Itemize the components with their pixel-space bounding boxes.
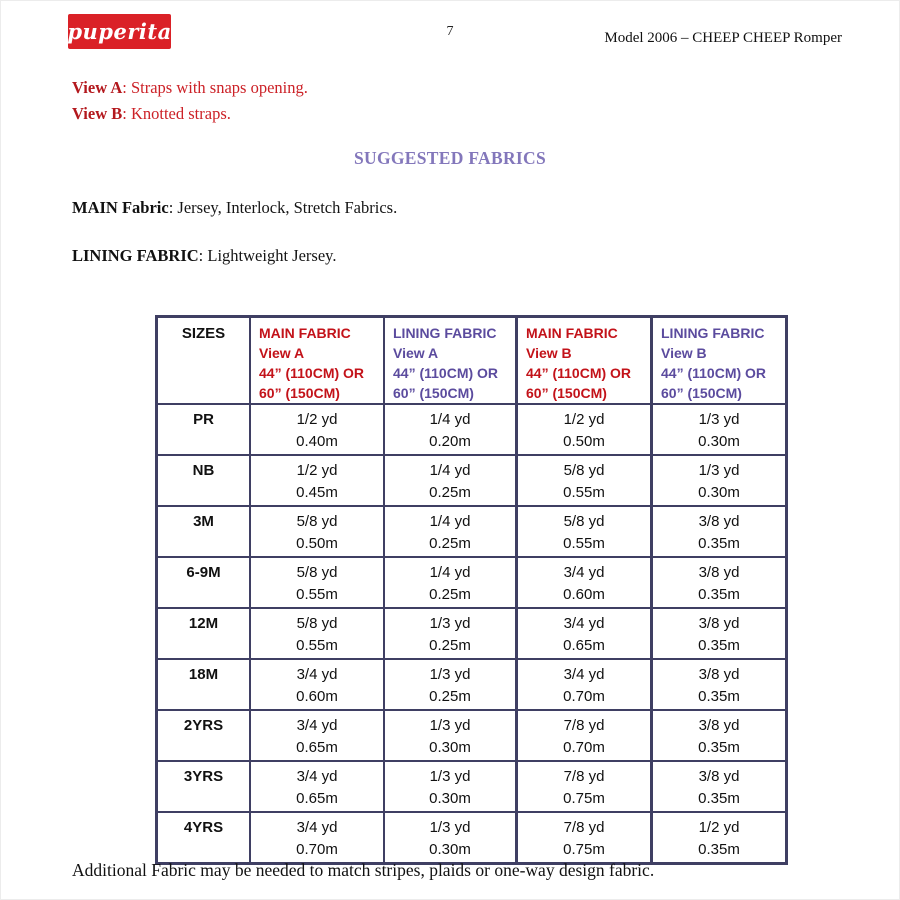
yards-value: 3/8 yd xyxy=(698,564,740,581)
yards-value: 7/8 yd xyxy=(563,768,605,785)
yardage-cell xyxy=(250,557,384,608)
yardage-cell xyxy=(652,455,787,506)
yardage-cell xyxy=(250,710,384,761)
section-title: SUGGESTED FABRICS xyxy=(354,148,546,168)
size-label: 3YRS xyxy=(157,761,251,812)
yardage-cell xyxy=(384,455,517,506)
yardage-cell xyxy=(652,506,787,557)
view-b-line xyxy=(72,101,308,127)
yards-value: 3/8 yd xyxy=(698,513,740,530)
column-header-line: LINING FABRIC xyxy=(393,325,497,341)
meters-value: 0.30m xyxy=(698,433,740,450)
yards-value: 1/3 yd xyxy=(429,615,471,632)
table-row xyxy=(157,659,787,710)
meters-value: 0.25m xyxy=(429,586,471,603)
yardage-cell xyxy=(517,710,652,761)
yardage-cell xyxy=(652,557,787,608)
yardage-cell xyxy=(517,608,652,659)
yardage-cell xyxy=(384,557,517,608)
size-label: 4YRS xyxy=(157,812,251,864)
yards-value: 3/4 yd xyxy=(296,768,338,785)
view-a-label: View A xyxy=(72,78,123,97)
yardage-cell xyxy=(384,659,517,710)
column-header-line: LINING FABRIC xyxy=(661,325,765,341)
meters-value: 0.35m xyxy=(698,535,740,552)
yardage-cell xyxy=(250,812,384,864)
yardage-cell xyxy=(384,506,517,557)
yards-value: 1/2 yd xyxy=(296,462,338,479)
size-label: 6-9M xyxy=(157,557,251,608)
yardage-cell xyxy=(384,608,517,659)
yardage-cell xyxy=(384,812,517,864)
yardage-cell xyxy=(250,506,384,557)
meters-value: 0.70m xyxy=(296,841,338,858)
yards-value: 5/8 yd xyxy=(296,513,338,530)
size-label: 3M xyxy=(157,506,251,557)
yards-value: 5/8 yd xyxy=(296,615,338,632)
view-descriptions xyxy=(72,75,308,126)
yardage-cell xyxy=(250,404,384,455)
yards-value: 3/8 yd xyxy=(698,615,740,632)
meters-value: 0.60m xyxy=(296,688,338,705)
yards-value: 1/3 yd xyxy=(429,768,471,785)
meters-value: 0.35m xyxy=(698,841,740,858)
yardage-cell xyxy=(384,761,517,812)
column-header-line: 44” (110CM) OR xyxy=(393,365,499,381)
yardage-cell xyxy=(652,812,787,864)
yardage-cell xyxy=(250,455,384,506)
yards-value: 5/8 yd xyxy=(563,462,605,479)
yards-value: 3/4 yd xyxy=(563,666,605,683)
column-header-line: 44” (110CM) OR xyxy=(259,365,365,381)
meters-value: 0.35m xyxy=(698,790,740,807)
table-row xyxy=(157,608,787,659)
table-row xyxy=(157,710,787,761)
yardage-cell xyxy=(652,761,787,812)
table-row xyxy=(157,812,787,864)
column-header-line: 60” (150CM) xyxy=(259,385,340,401)
table-body xyxy=(157,404,787,864)
yardage-cell xyxy=(517,506,652,557)
yardage-cell xyxy=(652,659,787,710)
column-header-main-fabric-view-a xyxy=(250,317,384,405)
main-fabric-label: MAIN Fabric xyxy=(72,198,169,217)
table-row xyxy=(157,404,787,455)
yards-value: 3/8 yd xyxy=(698,717,740,734)
document-title: Model 2006 – CHEEP CHEEP Romper xyxy=(604,30,842,46)
lining-fabric-note xyxy=(72,246,336,266)
column-header-line: 60” (150CM) xyxy=(526,385,607,401)
meters-value: 0.25m xyxy=(429,688,471,705)
column-header-line: 60” (150CM) xyxy=(393,385,474,401)
yardage-cell xyxy=(652,404,787,455)
meters-value: 0.55m xyxy=(296,637,338,654)
table-row xyxy=(157,761,787,812)
column-header-line: 60” (150CM) xyxy=(661,385,742,401)
meters-value: 0.55m xyxy=(296,586,338,603)
column-header-line: View A xyxy=(393,345,439,361)
yardage-cell xyxy=(517,455,652,506)
meters-value: 0.65m xyxy=(563,637,605,654)
yards-value: 1/2 yd xyxy=(296,411,338,428)
yards-value: 1/3 yd xyxy=(698,411,740,428)
view-a-desc: : Straps with snaps opening. xyxy=(122,78,308,97)
column-header-line: View B xyxy=(661,345,707,361)
yards-value: 7/8 yd xyxy=(563,717,605,734)
table-header-row xyxy=(157,317,787,405)
yards-value: 1/4 yd xyxy=(429,564,471,581)
yards-value: 1/2 yd xyxy=(563,411,605,428)
yardage-cell xyxy=(517,659,652,710)
meters-value: 0.60m xyxy=(563,586,605,603)
table-row xyxy=(157,455,787,506)
column-header-line: 44” (110CM) OR xyxy=(526,365,632,381)
column-header-line: View A xyxy=(259,345,305,361)
yardage-cell xyxy=(517,557,652,608)
yards-value: 7/8 yd xyxy=(563,819,605,836)
yardage-cell xyxy=(652,608,787,659)
yards-value: 1/4 yd xyxy=(429,513,471,530)
size-label: PR xyxy=(157,404,251,455)
yards-value: 1/2 yd xyxy=(698,819,740,836)
yards-value: 5/8 yd xyxy=(296,564,338,581)
yards-value: 1/3 yd xyxy=(429,717,471,734)
meters-value: 0.35m xyxy=(698,637,740,654)
yardage-cell xyxy=(384,710,517,761)
yards-value: 5/8 yd xyxy=(563,513,605,530)
yards-value: 3/4 yd xyxy=(296,666,338,683)
yards-value: 3/8 yd xyxy=(698,768,740,785)
view-a-line xyxy=(72,75,308,101)
yards-value: 1/3 yd xyxy=(429,666,471,683)
yardage-cell xyxy=(250,761,384,812)
yards-value: 3/4 yd xyxy=(296,819,338,836)
column-header-lining-fabric-view-b xyxy=(652,317,787,405)
yardage-cell xyxy=(517,761,652,812)
meters-value: 0.55m xyxy=(563,484,605,501)
meters-value: 0.35m xyxy=(698,739,740,756)
meters-value: 0.40m xyxy=(296,433,338,450)
yards-value: 1/4 yd xyxy=(429,411,471,428)
lining-fabric-desc: : Lightweight Jersey. xyxy=(198,246,337,265)
meters-value: 0.25m xyxy=(429,484,471,501)
column-header-line: MAIN FABRIC xyxy=(259,325,351,341)
yards-value: 3/8 yd xyxy=(698,666,740,683)
fabric-requirements-table xyxy=(155,315,788,865)
yards-value: 1/3 yd xyxy=(698,462,740,479)
column-header-line: View B xyxy=(526,345,572,361)
view-b-desc: : Knotted straps. xyxy=(122,103,231,123)
meters-value: 0.25m xyxy=(429,535,471,552)
yards-value: 3/4 yd xyxy=(563,615,605,632)
yardage-cell xyxy=(517,404,652,455)
yards-value: 3/4 yd xyxy=(563,564,605,581)
size-label: 18M xyxy=(157,659,251,710)
meters-value: 0.75m xyxy=(563,790,605,807)
column-header-line: 44” (110CM) OR xyxy=(661,365,767,381)
meters-value: 0.30m xyxy=(429,790,471,807)
table-row xyxy=(157,506,787,557)
meters-value: 0.35m xyxy=(698,688,740,705)
meters-value: 0.45m xyxy=(296,484,338,501)
yards-value: 3/4 yd xyxy=(296,717,338,734)
yardage-cell xyxy=(250,659,384,710)
size-label: 2YRS xyxy=(157,710,251,761)
meters-value: 0.30m xyxy=(429,841,471,858)
yardage-cell xyxy=(384,404,517,455)
size-label: 12M xyxy=(157,608,251,659)
meters-value: 0.25m xyxy=(429,637,471,654)
main-fabric-desc: : Jersey, Interlock, Stretch Fabrics. xyxy=(168,198,398,217)
yards-value: 1/4 yd xyxy=(429,462,471,479)
puperita-logo: puperita xyxy=(68,14,171,49)
main-fabric-note xyxy=(72,198,397,218)
meters-value: 0.55m xyxy=(563,535,605,552)
meters-value: 0.30m xyxy=(429,739,471,756)
table-row xyxy=(157,557,787,608)
meters-value: 0.50m xyxy=(563,433,605,450)
column-header-lining-fabric-view-a xyxy=(384,317,517,405)
column-header-line: MAIN FABRIC xyxy=(526,325,618,341)
yardage-cell xyxy=(250,608,384,659)
meters-value: 0.75m xyxy=(563,841,605,858)
yardage-cell xyxy=(652,710,787,761)
meters-value: 0.65m xyxy=(296,739,338,756)
meters-value: 0.50m xyxy=(296,535,338,552)
yards-value: 1/3 yd xyxy=(429,819,471,836)
meters-value: 0.70m xyxy=(563,688,605,705)
lining-fabric-label: LINING FABRIC xyxy=(72,246,199,265)
yardage-cell xyxy=(517,812,652,864)
meters-value: 0.65m xyxy=(296,790,338,807)
page-number: 7 xyxy=(446,24,454,39)
footer-note: Additional Fabric may be needed to match stripes, plaids or one-way design fabric. xyxy=(72,860,655,880)
size-label: NB xyxy=(157,455,251,506)
sizes-column-header: SIZES xyxy=(157,317,251,405)
meters-value: 0.35m xyxy=(698,586,740,603)
column-header-main-fabric-view-b xyxy=(517,317,652,405)
meters-value: 0.70m xyxy=(563,739,605,756)
meters-value: 0.20m xyxy=(429,433,471,450)
meters-value: 0.30m xyxy=(698,484,740,501)
view-b-label: View B xyxy=(72,103,123,123)
